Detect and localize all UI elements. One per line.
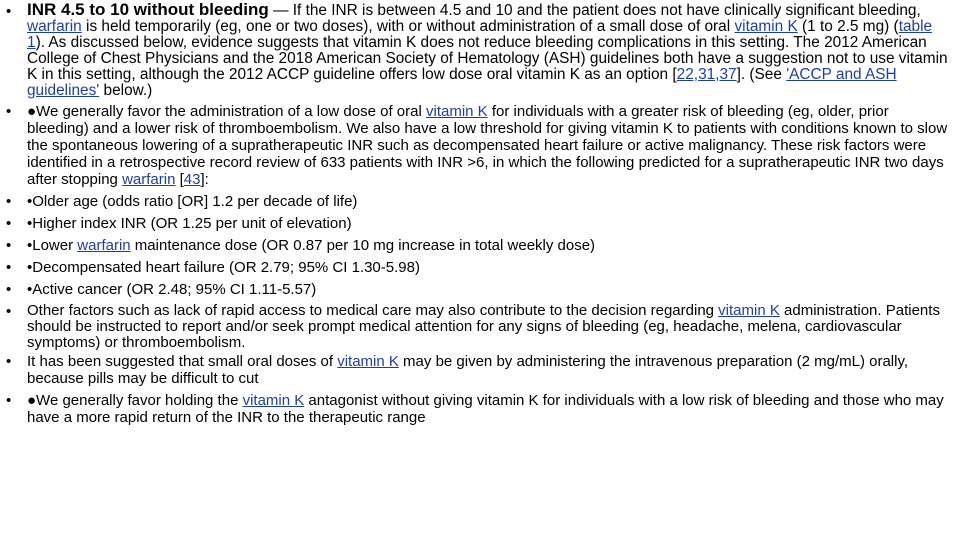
bullet-list [6, 2, 951, 431]
item-text: antagonist without giving vitamin K for individuals with a low risk of bleeding and those who may have a more rapid return of the INR to the therapeutic range [27, 392, 944, 426]
reference-22-31-37-link[interactable]: 22,31,37 [676, 66, 737, 83]
item-text: [ [175, 171, 184, 188]
item-text: ). As discussed below, evidence suggests that vitamin K does not reduce bleeding complications in this setting. The 2012 American College of Chest Physicians and the 2018 American Society of Hematology (ASH) guidelines both have a suggestion not to use vitamin K in this setting, although the 2012 ACCP guideline offers low dose oral vitamin K as an option [ [27, 34, 948, 83]
warfarin-link[interactable]: warfarin [27, 18, 82, 35]
item-text: •Older age (odds ratio [OR] 1.2 per decade of life) [27, 193, 358, 210]
accp-ash-guidelines-link[interactable]: 'ACCP and ASH guidelines' [27, 66, 897, 99]
bullet-icon: • [6, 237, 12, 254]
item-text: (1 to 2.5 mg) ( [797, 18, 899, 35]
vitamin-k-link[interactable]: vitamin K [242, 392, 305, 409]
bullet-item-higher-inr [6, 215, 951, 232]
bullet-icon: • [6, 281, 12, 298]
item-text: maintenance dose (OR 0.87 per 10 mg increase in total weekly dose) [130, 237, 596, 254]
item-heading: INR 4.5 to 10 without bleeding [27, 0, 269, 19]
bullet-icon: • [6, 353, 12, 370]
vitamin-k-link[interactable]: vitamin K [426, 103, 488, 120]
bullet-item-active-cancer [6, 281, 951, 298]
warfarin-link[interactable]: warfarin [122, 171, 176, 188]
bullet-icon: • [6, 259, 12, 276]
bullet-item-older-age [6, 193, 951, 210]
bullet-item-inr-range [6, 2, 951, 99]
item-text: It has been suggested that small oral doses of [27, 353, 338, 370]
vitamin-k-link[interactable]: vitamin K [734, 18, 798, 35]
bullet-item-other-factors [6, 303, 951, 351]
item-text: •Lower [27, 237, 78, 254]
reference-43-link[interactable]: 43 [183, 171, 201, 188]
bullet-icon: • [6, 215, 12, 232]
item-text: •Higher index INR (OR 1.25 per unit of elevation) [27, 215, 352, 232]
vitamin-k-link[interactable]: vitamin K [337, 353, 399, 370]
item-text: •Active cancer (OR 2.48; 95% CI 1.11-5.57) [27, 281, 317, 298]
bullet-item-intravenous-prep [6, 353, 951, 387]
vitamin-k-link[interactable]: vitamin K [718, 302, 780, 319]
item-text: ]. (See [736, 66, 787, 83]
item-text: Other factors such as lack of rapid access to medical care may also contribute to the decision regarding [27, 302, 719, 319]
item-text: is held temporarily (eg, one or two doses), with or without administration of a small dose of oral [81, 18, 735, 35]
bullet-item-lower-warfarin [6, 237, 951, 254]
bullet-icon: • [6, 193, 12, 210]
bullet-icon: • [6, 103, 12, 120]
bullet-item-holding-antagonist [6, 392, 951, 426]
item-text: may be given by administering the intravenous preparation (2 mg/mL) orally, because pills may be difficult to cut [27, 353, 909, 387]
item-text: for individuals with a greater risk of bleeding (eg, older, prior bleeding) and a lower risk of thromboembolism. We also have a low threshold for giving vitamin K to patients with conditions known to slow the spontaneous lowering of a supratherapeutic INR such as decompensated heart failure or active malignancy. These risk factors were identified in a retrospective record review of 633 patients with INR >6, in which the following predicted for a supratherapeutic INR two days after stopping [27, 103, 948, 188]
bullet-item-heart-failure [6, 259, 951, 276]
bullet-icon: • [6, 303, 12, 320]
item-text: administration. Patients should be instructed to report and/or seek prompt medical attention for any signs of bleeding (eg, headache, melena, cardiovascular symptoms) or thromboembolism. [27, 302, 940, 351]
item-text: ●We generally favor holding the [27, 392, 243, 409]
bullet-icon: • [6, 3, 12, 20]
item-text: — If the INR is between 4.5 and 10 and the patient does not have clinically significant bleeding, [268, 2, 921, 19]
warfarin-link[interactable]: warfarin [77, 237, 131, 254]
item-text: below.) [99, 82, 153, 99]
item-text: •Decompensated heart failure (OR 2.79; 95% CI 1.30-5.98) [27, 259, 420, 276]
table-1-link[interactable]: table 1 [27, 18, 933, 51]
item-text: ●We generally favor the administration of a low dose of oral [27, 103, 426, 120]
item-text: ]: [200, 171, 209, 188]
bullet-icon: • [6, 392, 12, 409]
bullet-item-low-dose-vitamin-k [6, 103, 951, 188]
